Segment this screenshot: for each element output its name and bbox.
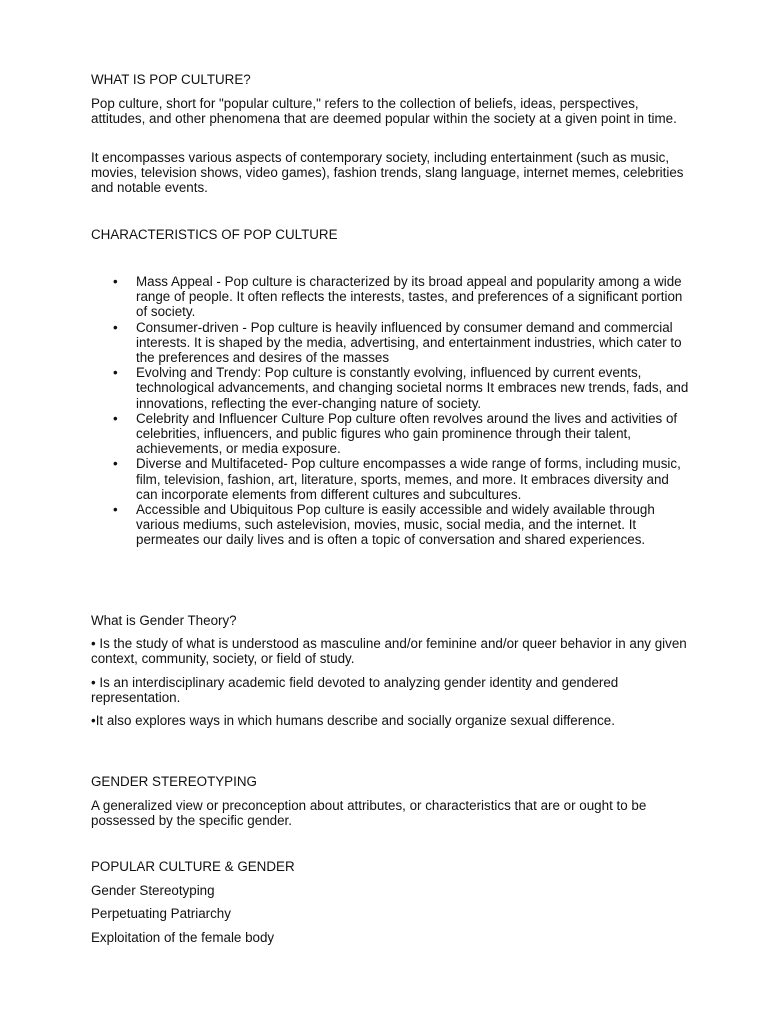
list-item xyxy=(91,456,691,502)
heading-what-is-pop-culture: WHAT IS POP CULTURE? xyxy=(91,72,251,87)
bullet-icon: • xyxy=(113,319,118,335)
gender-theory-point: • Is an interdisciplinary academic field devoted to analyzing gender identity and gendered representation. xyxy=(91,675,619,706)
list-item-text: Diverse and Multifaceted- Pop culture encompasses a wide range of forms, including music, film, television, fashion, art, literature, sports, memes, and more. It embraces diversity and can incorporate elements from different cultures and subcultures. xyxy=(136,456,681,502)
characteristics-list xyxy=(91,274,691,548)
bullet-icon: • xyxy=(113,410,118,426)
heading-gender-theory: What is Gender Theory? xyxy=(91,613,237,628)
list-item xyxy=(91,502,691,548)
topic-line: Perpetuating Patriarchy xyxy=(91,906,231,921)
bullet-icon: • xyxy=(113,274,118,289)
heading-characteristics: CHARACTERISTICS OF POP CULTURE xyxy=(91,227,338,242)
paragraph-pop-culture-definition: Pop culture, short for "popular culture," refers to the collection of beliefs, ideas, perspectives, attitudes, and other phenomena that are deemed popular within the society at a given point in time. xyxy=(91,96,677,127)
heading-gender-stereotyping: GENDER STEREOTYPING xyxy=(91,774,257,789)
heading-popular-culture-gender: POPULAR CULTURE & GENDER xyxy=(91,859,295,874)
list-item-text: Evolving and Trendy: Pop culture is constantly evolving, influenced by current events, technological advancements, and changing societal norms It embraces new trends, fads, and innovations, reflecting the ever-changing nature of society. xyxy=(136,365,689,411)
list-item-text: Celebrity and Influencer Culture Pop culture often revolves around the lives and activities of celebrities, influencers, and public figures who gain prominence through their talent, achievements, or media exposure. xyxy=(136,410,678,457)
list-item-text: Mass Appeal - Pop culture is characterized by its broad appeal and popularity among a wide range of people. It often reflects the interests, tastes, and preferences of a significant portion of society. xyxy=(136,274,683,320)
gender-theory-point: • Is the study of what is understood as masculine and/or feminine and/or queer behavior in any given context, community, society, or field of study. xyxy=(91,636,687,667)
list-item-text: Consumer-driven - Pop culture is heavily influenced by consumer demand and commercial interests. It is shaped by the media, advertising, and entertainment industries, which cater to the preferences and desires of the masses xyxy=(136,319,682,366)
list-item-text: Accessible and Ubiquitous Pop culture is easily accessible and widely available through various mediums, such astelevision, movies, music, social media, and the internet. It permeates our daily lives and is often a topic of conversation and shared experiences. xyxy=(136,502,655,548)
list-item xyxy=(91,365,691,411)
paragraph-gender-stereotyping: A generalized view or preconception about attributes, or characteristics that are or ought to be possessed by the specific gender. xyxy=(91,798,647,829)
list-item xyxy=(91,320,691,366)
topic-line: Gender Stereotyping xyxy=(91,883,215,898)
list-item xyxy=(91,411,691,457)
list-item xyxy=(91,274,691,320)
gender-theory-point: •It also explores ways in which humans describe and socially organize sexual difference. xyxy=(91,713,615,728)
bullet-icon: • xyxy=(113,456,118,472)
paragraph-pop-culture-aspects: It encompasses various aspects of contemporary society, including entertainment (such as music, movies, television shows, video games), fashion trends, slang language, internet memes, celebrities and notable events. xyxy=(91,150,684,196)
bullet-icon: • xyxy=(113,502,118,518)
bullet-icon: • xyxy=(113,365,118,381)
topic-line: Exploitation of the female body xyxy=(91,930,275,945)
